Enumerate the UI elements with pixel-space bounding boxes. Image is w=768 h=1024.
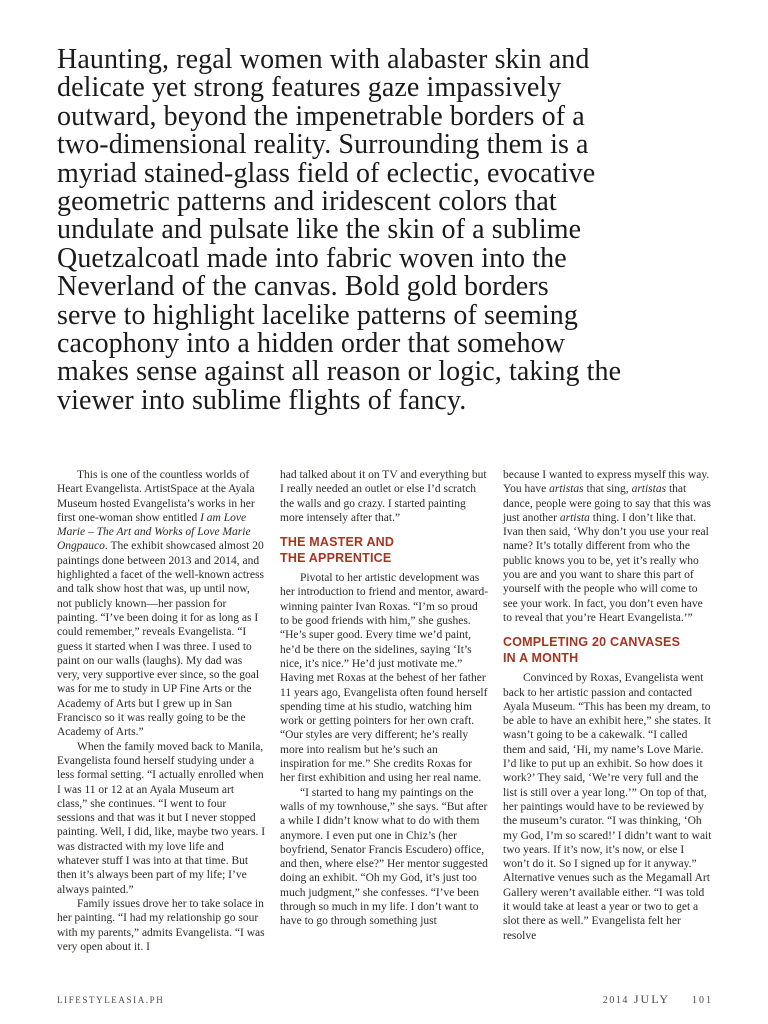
column-2 — [280, 468, 489, 954]
article-columns — [57, 468, 713, 954]
footer-month: JULY — [633, 992, 670, 1006]
section-heading: THE MASTER AND THE APPRENTICE — [280, 535, 395, 565]
footer-page-number: 101 — [692, 995, 713, 1006]
paragraph: Family issues drove her to take solace in her painting. “I had my relationship go sour with my parents,” admits Evangelista. “I was very open about it. I — [57, 897, 265, 953]
footer — [57, 992, 713, 1007]
footer-issue-info — [603, 992, 713, 1007]
headline-line: outward, beyond the impenetrable borders of a — [57, 100, 585, 132]
headline-line: two-dimensional reality. Surrounding them is a — [57, 129, 589, 161]
headline-line: geometric patterns and iridescent colors that — [57, 186, 557, 218]
headline — [57, 46, 717, 415]
headline-line: cacophony into a hidden order that somehow — [57, 328, 566, 360]
column-1 — [57, 468, 266, 954]
column-3 — [503, 468, 712, 954]
footer-site-url: LIFESTYLEASIA.PH — [57, 995, 165, 1005]
paragraph: had talked about it on TV and everything but I really needed an outlet or else I’d scratch the walls and go crazy. I started painting more intensely after that.” — [280, 469, 487, 524]
paragraph: When the family moved back to Manila, Evangelista found herself studying under a less formal setting. “I actually enrolled when I was 11 or 12 at an Ayala Museum art class,” she continues. “I went to four sessions and that was it but I never stopped painting. Well, I did, like, maybe two years. I was distracted with my love life and whatever stuff I was into at that time. But then it’s always been part of my life; I’ve always painted.” — [57, 740, 266, 896]
headline-line: makes sense against all reason or logic, taking the — [57, 356, 622, 388]
paragraph: Pivotal to her artistic development was her introduction to friend and mentor, award-winning painter Ivan Roxas. “I’m so proud to be good friends with him,” she gushes. “He’s super good. Every time we’d paint, he’d be there on the sidelines, saying ‘It’s nice, it’s nice.” He’d just motivate me.” Having met Roxas at the behest of her father 11 years ago, Evangelista often found herself spending time at his studio, watching him work or getting pointers for her own craft. “Our styles are very different; he’s really more into realism but he’s such an inspiration for me.” She credits Roxas for her first exhibition and using her real name. — [280, 572, 489, 785]
headline-line: delicate yet strong features gaze impassively — [57, 72, 562, 104]
headline-line: serve to highlight lacelike patterns of seeming — [57, 299, 578, 331]
headline-line: Quetzalcoatl made into fabric woven into the — [57, 242, 567, 274]
paragraph: “I started to hang my paintings on the walls of my townhouse,” she says. “But after a while I didn’t know what to do with them anymore. I even put one in Chiz’s (her boyfriend, Senator Francis Escudero) office, and then, where else?” Her mentor suggested doing an exhibit. “Oh my God, it’s just too much judgment,” she confesses. “I’ve been through so much in my life. I don’t want to have to go through something just — [280, 786, 488, 928]
headline-line: undulate and pulsate like the skin of a sublime — [57, 214, 582, 246]
paragraph: This is one of the countless worlds of Heart Evangelista. ArtistSpace at the Ayala Museum hosted Evangelista’s works in her first one-woman show entitled I am Love Marie – The Art and Works of Love Marie Ongpauco. The exhibit showcased almost 20 paintings done between 2013 and 2014, and highlighted a facet of the well-known actress and talk show host that was, up until now, not publicly known—her passion for painting. “I’ve been doing it for as long as I could remember,” reveals Evangelista. “I guess it started when I was three. I used to paint on our walls (laughs). My dad was very, very supportive ever since, so the goal was for me to study in UP Fine Arts or the Academy of Arts but I grew up in San Francisco so it was really going to be the Academy of Arts.” — [57, 469, 264, 739]
headline-line: viewer into sublime flights of fancy. — [57, 384, 467, 416]
section-heading: COMPLETING 20 CANVASES IN A MONTH — [503, 635, 681, 665]
footer-year: 2014 — [602, 995, 629, 1006]
paragraph: because I wanted to express myself this way. You have artistas that sing, artistas that dance, people were going to say that this was just another artista thing. I don’t like that. Ivan then said, ‘Why don’t you use your real name? It’s totally different from who the public knows you to be, yet it’s really who you are and you want to share this part of yourself with the people who will come to see your work. In fact, you don’t even have to reveal that you’re Heart Evangelista.’” — [503, 469, 711, 624]
paragraph: Convinced by Roxas, Evangelista went back to her artistic passion and contacted Ayala Museum. “This has been my dream, to be able to have an exhibit here,” she states. It wasn’t going to be a cakewalk. “I called them and said, ‘Hi, my name’s Love Marie. I’d like to put up an exhibit. So how does it work?’ They said, ‘We’re very full and the list is still over a year long.’” On top of that, her paintings would have to be reviewed by the museum’s curator. “I was thinking, ‘Oh my God, I’m so scared!’ I didn’t want to wait two years. If it’s now, it’s now, or else I won’t do it. So I signed up for it anyway.” Alternative venues such as the Megamall Art Gallery weren’t available either. “I was told it would take at least a year or two to get a slot there as well.” Evangelista felt her resolve — [503, 672, 712, 942]
headline-line: Neverland of the canvas. Bold gold borders — [57, 271, 549, 303]
headline-line: myriad stained-glass field of eclectic, evocative — [57, 157, 596, 189]
headline-line: Haunting, regal women with alabaster skin and — [57, 44, 590, 75]
